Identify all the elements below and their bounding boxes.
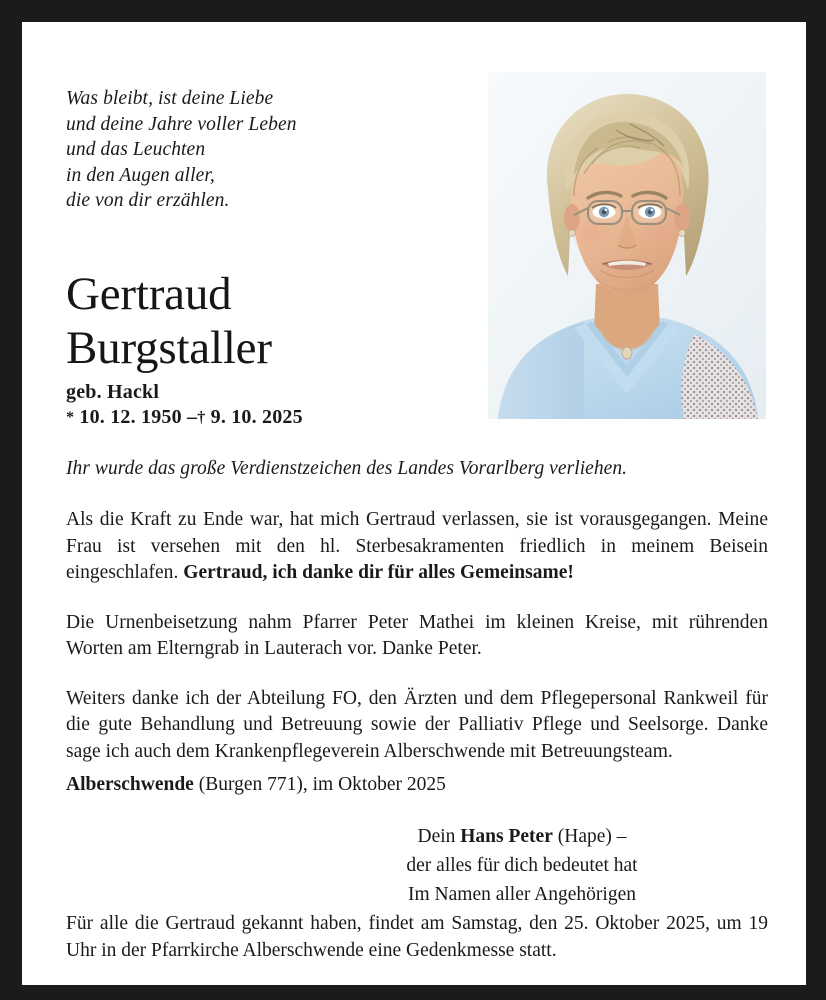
signature-line-3: Im Namen aller Angehörigen xyxy=(408,884,636,905)
poem-line-3: und das Leuchten xyxy=(66,139,206,160)
paragraph-burial: Die Urnenbeisetzung nahm Pfarrer Peter Mathei im kleinen Kreise, mit rührenden Worten am Elterngrab in Lauterach vor. Danke Peter. xyxy=(66,611,768,659)
paragraph-farewell xyxy=(66,507,768,587)
poem-line-4: in den Augen aller, xyxy=(66,164,215,186)
place-detail: (Burgen 771), im Oktober 2025 xyxy=(193,774,446,795)
memorial-service-note: Für alle die Gertraud gekannt haben, findet am Samstag, den 25. Oktober 2025, um 19 Uhr in der Pfarrkirche Alberschwende eine Gedenkmesse statt. xyxy=(66,913,768,961)
date-separator: – xyxy=(187,406,198,428)
death-cross-icon: † xyxy=(197,409,206,426)
paragraph-thanks: Weiters danke ich der Abteilung FO, den Ärzten und dem Pflegepersonal Rankweil für die gute Behandlung und Betreuung sowie der Palliativ Pflege und Seelsorge. Danke sage ich auch dem Krankenpflegeverein Alberschwende mit Betreuungsteam. xyxy=(66,687,768,762)
poem-line-1: Was bleibt, ist deine Liebe xyxy=(66,88,274,109)
poem-line-5: die von dir erzählen. xyxy=(66,190,230,211)
signature-prefix: Dein xyxy=(417,826,461,847)
first-name: Gertraud xyxy=(66,268,232,320)
birth-date: 10. 12. 1950 xyxy=(79,406,182,428)
obituary-body xyxy=(66,456,768,765)
birth-star-icon: * xyxy=(66,409,75,426)
signature-name: Hans Peter xyxy=(460,826,553,847)
life-dates xyxy=(66,405,466,430)
poem-line-2: und deine Jahre voller Leben xyxy=(66,113,297,135)
paragraph-farewell-emphasis: Gertraud, ich danke dir für alles Gemeinsame! xyxy=(183,562,574,583)
signature-block xyxy=(302,822,742,909)
signature-suffix: (Hape) – xyxy=(552,826,627,847)
deceased-name-block xyxy=(66,267,466,430)
signature-line-2: der alles für dich bedeutet hat xyxy=(406,855,638,876)
maiden-name: geb. Hackl xyxy=(66,381,160,403)
place-date-line xyxy=(66,772,446,798)
death-date: 9. 10. 2025 xyxy=(210,406,303,428)
place-name: Alberschwende xyxy=(66,774,194,795)
honor-line: Ihr wurde das große Verdienstzeichen des Landes Vorarlberg verliehen. xyxy=(66,458,628,479)
signature-line-1 xyxy=(302,822,742,851)
portrait-illustration xyxy=(488,72,766,419)
portrait-photo xyxy=(488,72,766,419)
obituary-notice xyxy=(22,22,806,985)
memorial-poem xyxy=(66,86,297,214)
last-name: Burgstaller xyxy=(66,322,272,374)
paragraph-farewell-text: Als die Kraft zu Ende war, hat mich Gertraud verlassen, sie ist vorausgegangen. Meine Frau ist versehen mit den hl. Sterbesakramenten friedlich in meinem Beisein eingeschlafen. xyxy=(66,509,768,583)
